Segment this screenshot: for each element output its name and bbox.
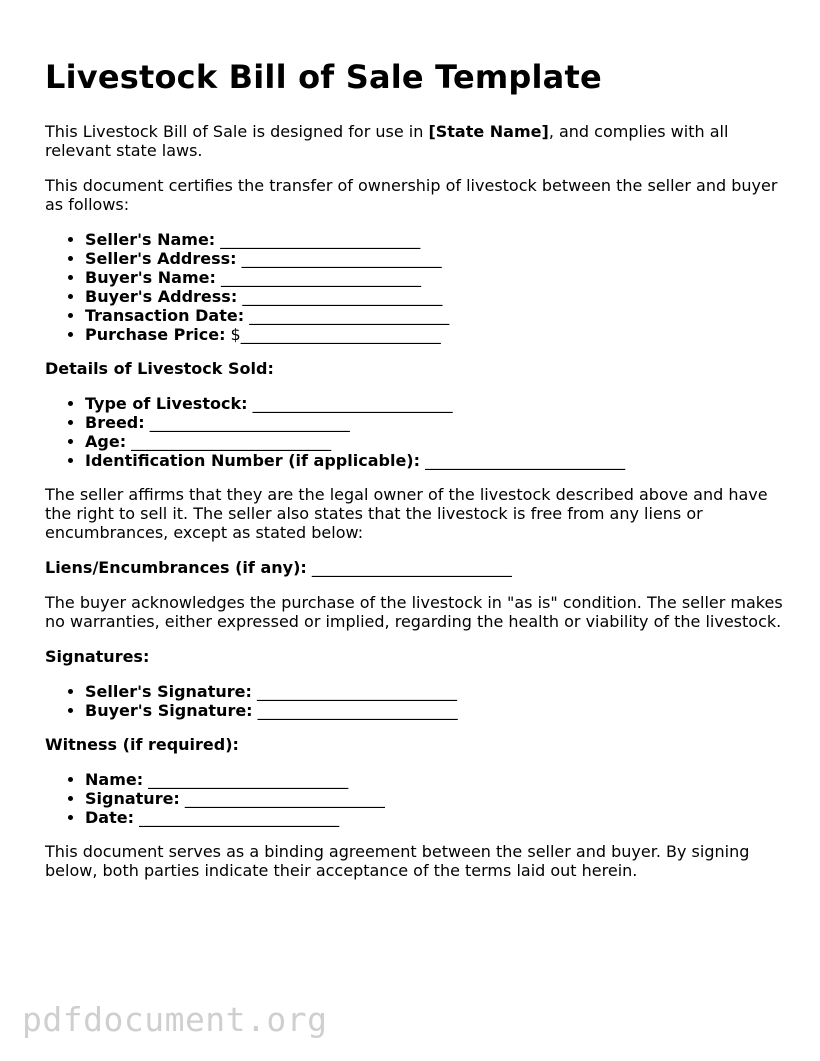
blank-line: _________________________ (126, 432, 332, 451)
liens-label: Liens/Encumbrances (if any): (45, 558, 307, 577)
list-item-witness-signature (85, 789, 785, 808)
list-item-buyer-signature (85, 701, 785, 720)
blank-line: _________________________ (247, 394, 453, 413)
blank-line: _________________________ (244, 306, 450, 325)
field-label: Transaction Date: (85, 306, 245, 325)
list-item-age (85, 432, 785, 451)
field-label: Buyer's Address: (85, 287, 238, 306)
list-item-purchase-price (85, 325, 785, 344)
field-label: Signature: (85, 789, 180, 808)
blank-line: _________________________ (252, 701, 458, 720)
list-item-transaction-date (85, 306, 785, 325)
certifies-paragraph: This document certifies the transfer of ownership of livestock between the seller and buyer as follows: (45, 176, 778, 214)
field-label: Buyer's Signature: (85, 701, 253, 720)
blank-line: _________________________ (179, 789, 385, 808)
blank-line: _________________________ (143, 770, 349, 789)
blank-line: _________________________ (133, 808, 340, 827)
closing-paragraph: This document serves as a binding agreement between the seller and buyer. By signing below, both parties indicate their acceptance of the terms laid out herein. (45, 842, 750, 880)
blank-line: _________________________ (236, 249, 442, 268)
field-label: Purchase Price: (85, 325, 226, 344)
parties-list (45, 230, 785, 344)
list-item-witness-date (85, 808, 785, 827)
affirm-paragraph: The seller affirms that they are the legal owner of the livestock described above and have the right to sell it. The seller also states that the livestock is free from any liens or encumbrances, except as stated below: (45, 485, 768, 542)
blank-line: _________________________ (215, 268, 421, 287)
list-item-buyer-address (85, 287, 785, 306)
acknowledge-paragraph: The buyer acknowledges the purchase of the livestock in "as is" condition. The seller makes no warranties, either expressed or implied, regarding the health or viability of the livestock. (45, 593, 783, 631)
field-label: Buyer's Name: (85, 268, 216, 287)
witness-list (45, 770, 785, 827)
details-heading: Details of Livestock Sold: (45, 359, 274, 378)
field-label: Age: (85, 432, 127, 451)
list-item-buyer-name (85, 268, 785, 287)
blank-line: $_________________________ (225, 325, 441, 344)
signatures-list (45, 682, 785, 720)
witness-heading: Witness (if required): (45, 735, 239, 754)
blank-line: _________________________ (251, 682, 457, 701)
field-label: Seller's Address: (85, 249, 237, 268)
blank-line: _________________________ (144, 413, 350, 432)
watermark-text: pdfdocument.org (22, 1000, 328, 1039)
list-item-seller-name (85, 230, 785, 249)
intro-text-after: , and complies with all relevant state laws. (45, 122, 729, 160)
intro-text-before: This Livestock Bill of Sale is designed for use in (45, 122, 429, 141)
state-name-placeholder: [State Name] (428, 122, 549, 141)
list-item-seller-address (85, 249, 785, 268)
field-label: Date: (85, 808, 134, 827)
field-label: Type of Livestock: (85, 394, 248, 413)
list-item-identification (85, 451, 785, 470)
blank-line: _________________________ (237, 287, 443, 306)
field-label: Identification Number (if applicable): (85, 451, 421, 470)
liens-line (45, 558, 785, 577)
blank-line: _________________________ (215, 230, 421, 249)
blank-line: _________________________ (306, 558, 512, 577)
field-label: Seller's Name: (85, 230, 216, 249)
field-label: Breed: (85, 413, 145, 432)
details-list (45, 394, 785, 470)
intro-paragraph (45, 122, 785, 160)
document-title: Livestock Bill of Sale Template (45, 58, 602, 96)
field-label: Seller's Signature: (85, 682, 252, 701)
list-item-type (85, 394, 785, 413)
list-item-breed (85, 413, 785, 432)
document-page (45, 56, 785, 896)
field-label: Name: (85, 770, 144, 789)
list-item-witness-name (85, 770, 785, 789)
blank-line: _________________________ (420, 451, 626, 470)
list-item-seller-signature (85, 682, 785, 701)
signatures-heading: Signatures: (45, 647, 150, 666)
